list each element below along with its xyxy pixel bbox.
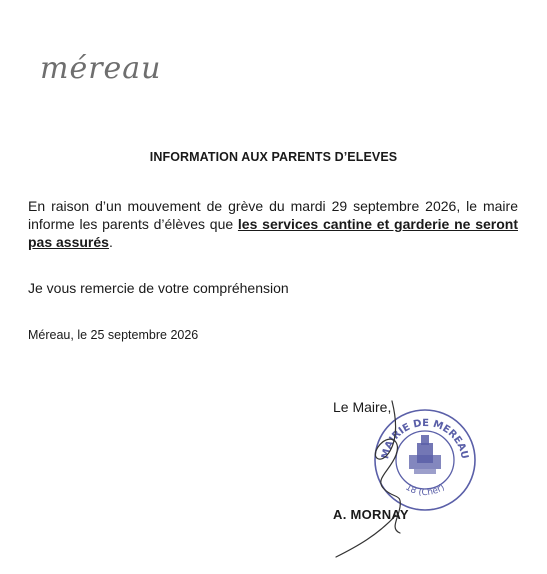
handwritten-signature (330, 395, 450, 560)
signer-title: Le Maire, (333, 399, 392, 415)
notice-title: INFORMATION AUX PARENTS D’ELEVES (149, 150, 398, 164)
signer-name: A. MORNAY (333, 507, 409, 522)
logo-wordmark: méreau (40, 51, 162, 86)
notice-body-end: . (108, 234, 113, 250)
notice-body-intro: En raison d’un mouvement de grève du mardi 29 septembre 2026, le maire informe les parents d’élèves que (28, 198, 518, 232)
closing-thanks: Je vous remercie de votre compréhension (28, 280, 289, 296)
place-date: Méreau, le 25 septembre 2026 (28, 328, 199, 342)
mereau-logo (40, 48, 220, 92)
notice-highlight: les services cantine et garderie ne seront pas assurés (28, 216, 518, 250)
notice-body (28, 197, 518, 251)
stamp-text-bottom: 18 (Cher) (403, 482, 447, 499)
stamp-text-top: MAIRIE DE MEREAU (380, 417, 470, 461)
